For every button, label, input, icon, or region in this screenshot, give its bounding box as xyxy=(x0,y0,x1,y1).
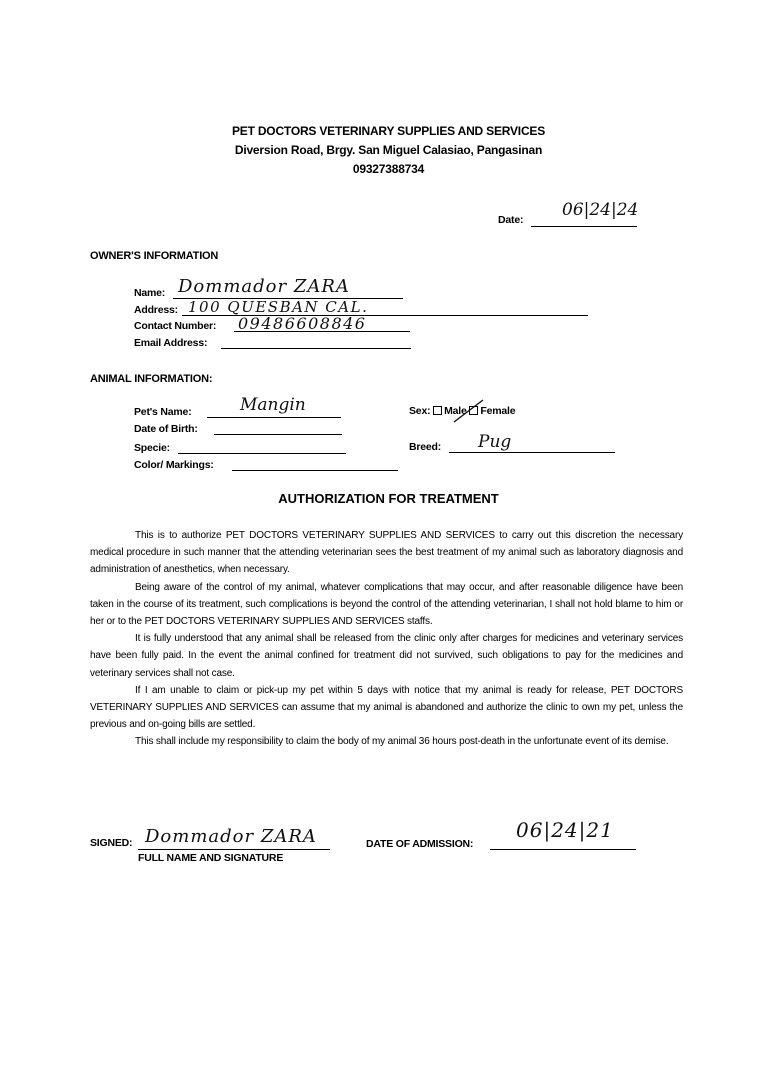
authorization-paragraph-3: It is fully understood that any animal shall be released from the clinic only after charges for medicines and veterinary services have been fully paid. In the event the animal confined for treatment did not survived, such obligations to pay for the medicines and veterinary services shall not case. xyxy=(90,633,683,679)
email-address-line xyxy=(221,348,411,349)
email-address-label: Email Address: xyxy=(134,337,208,349)
authorization-paragraph-5: This shall include my responsibility to claim the body of my animal 36 hours post-death in the unfortunate event of its demise. xyxy=(135,736,669,748)
pet-name-value: Mangin xyxy=(240,395,306,415)
breed-label: Breed: xyxy=(409,441,442,453)
clinic-phone: 09327388734 xyxy=(352,162,425,176)
date-line xyxy=(531,226,637,227)
date-of-admission-value: 06|24|21 xyxy=(516,818,614,842)
full-name-caption: FULL NAME AND SIGNATURE xyxy=(138,852,284,864)
pet-name-label: Pet's Name: xyxy=(134,406,192,418)
date-of-admission-label: DATE OF ADMISSION: xyxy=(366,838,474,850)
date-label: Date: xyxy=(498,214,524,226)
signature-value: Dommador ZARA xyxy=(145,826,317,847)
male-checkbox xyxy=(433,406,442,415)
color-markings-label: Color/ Markings: xyxy=(134,459,214,471)
owner-section-title: OWNER'S INFORMATION xyxy=(90,250,219,262)
pet-name-line xyxy=(207,417,341,418)
owner-address-label: Address: xyxy=(134,304,178,316)
authorization-paragraph-4: If I am unable to claim or pick-up my pet within 5 days with notice that my animal is ready for release, PET DOCTORS VETERINARY SUPPLIES AND SERVICES can assume that my animal is abandoned and authorize the clinic to own my pet, unless the previous and on-going bills are settled. xyxy=(90,684,683,731)
authorization-text xyxy=(90,527,683,751)
sex-female-option: Female xyxy=(480,405,516,417)
owner-address-value: 100 QUESBAN CAL. xyxy=(188,298,369,316)
female-check-mark xyxy=(452,398,486,424)
specie-label: Specie: xyxy=(134,442,170,454)
specie-line xyxy=(178,453,346,454)
date-value: 06|24|24 xyxy=(562,200,639,220)
owner-name-label: Name: xyxy=(134,287,166,299)
animal-section-title: ANIMAL INFORMATION: xyxy=(90,373,213,385)
color-markings-line xyxy=(232,470,398,471)
authorization-paragraph-1: This is to authorize PET DOCTORS VETERINARY SUPPLIES AND SERVICES to carry out this discretion the necessary medical procedure in such manner that the attending veterinarian sees the best treatment of my animal such as laboratory diagnosis and administration of anesthetics, when necessary. xyxy=(90,530,683,576)
breed-line xyxy=(449,452,615,453)
breed-value: Pug xyxy=(478,432,512,452)
contact-number-label: Contact Number: xyxy=(134,320,217,332)
contact-number-value: 09486608846 xyxy=(238,314,367,333)
authorization-paragraph-2: Being aware of the control of my animal, whatever complications that may occur, and after reasonable diligence have been taken in the course of its treatment, such complications is beyond the control of the attending veterinarian, I shall not hold blame to him or her or to the PET DOCTORS VETERINARY SUPPLIES AND SERVICES staffs. xyxy=(90,581,683,628)
owner-name-value: Dommador ZARA xyxy=(178,276,350,297)
clinic-address: Diversion Road, Brgy. San Miguel Calasiao, Pangasinan xyxy=(234,143,543,157)
date-of-admission-line xyxy=(490,849,636,850)
authorization-title: AUTHORIZATION FOR TREATMENT xyxy=(278,491,499,506)
sex-label: Sex: xyxy=(409,405,431,417)
signed-label: SIGNED: xyxy=(90,837,133,849)
date-of-birth-label: Date of Birth: xyxy=(134,423,198,435)
sex-male-option: Male xyxy=(444,405,467,417)
signature-line xyxy=(138,849,330,850)
date-of-birth-line xyxy=(214,434,342,435)
clinic-name: PET DOCTORS VETERINARY SUPPLIES AND SERVICES xyxy=(231,124,546,138)
